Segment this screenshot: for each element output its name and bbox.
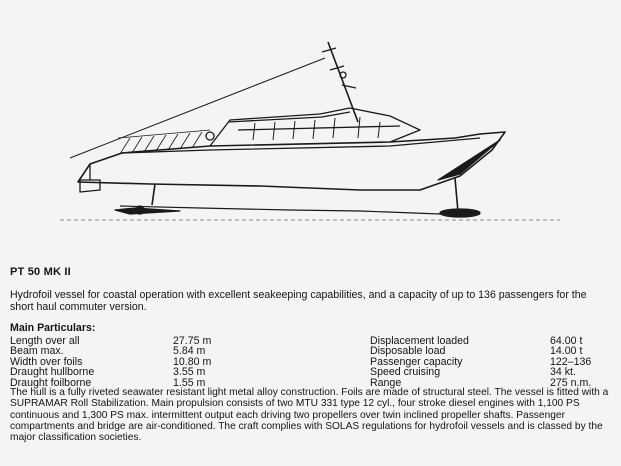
spec-label: Draught hullborne bbox=[10, 366, 95, 379]
spec-value: 64.00 t bbox=[550, 335, 583, 347]
particulars-right-table bbox=[370, 336, 620, 388]
spec-value: 3.55 m bbox=[173, 366, 206, 379]
spec-value: 5.84 m bbox=[173, 345, 206, 358]
spec-value: 10.80 m bbox=[173, 355, 212, 368]
model-title: PT 50 MK II bbox=[10, 266, 71, 278]
spec-label: Speed cruising bbox=[370, 366, 441, 379]
spec-row-draught-hullborne bbox=[10, 367, 310, 377]
spec-value: 27.75 m bbox=[173, 335, 212, 347]
spec-label: Range bbox=[370, 376, 402, 389]
spec-row-speed bbox=[370, 367, 620, 377]
spec-value: 275 n.m. bbox=[550, 376, 592, 389]
main-particulars-heading: Main Particulars: bbox=[10, 322, 96, 334]
intro-paragraph: Hydrofoil vessel for coastal operation with excellent seakeeping capabilities, and a capacity of up to 136 passengers for the short haul commuter version. bbox=[10, 289, 587, 313]
spec-value: 122–136 bbox=[550, 355, 592, 368]
spec-label: Displacement loaded bbox=[370, 335, 469, 347]
particulars-left-table bbox=[10, 336, 310, 388]
spec-label: Disposable load bbox=[370, 345, 446, 358]
spec-label: Passenger capacity bbox=[370, 355, 463, 368]
spec-label: Width over foils bbox=[10, 355, 83, 368]
spec-label: Length over all bbox=[10, 335, 80, 347]
spec-value: 1.55 m bbox=[173, 376, 206, 389]
construction-description: The hull is a fully riveted seawater resistant light metal alloy construction. Foils are made of structural steel. The vessel is fitted with a SUPRAMAR Roll Stabilization. Main propulsion consists of two MTU 331 type 12 cyl., four stroke diesel engines with 1,100 PS continuous and 1,300 PS max. intermittent output each driving two propellers over twin inclined propeller shafts. Passenger compartments and bridge are air-conditioned. The craft complies with SOLAS regulations for hydrofoil vessels and is classed by the major classification societies. bbox=[10, 387, 609, 444]
spec-value: 14.00 t bbox=[550, 345, 583, 358]
spec-label: Beam max. bbox=[10, 345, 64, 358]
hydrofoil-vessel-illustration bbox=[60, 30, 560, 230]
spec-label: Draught foilborne bbox=[10, 376, 92, 389]
spec-value: 34 kt. bbox=[550, 366, 576, 379]
